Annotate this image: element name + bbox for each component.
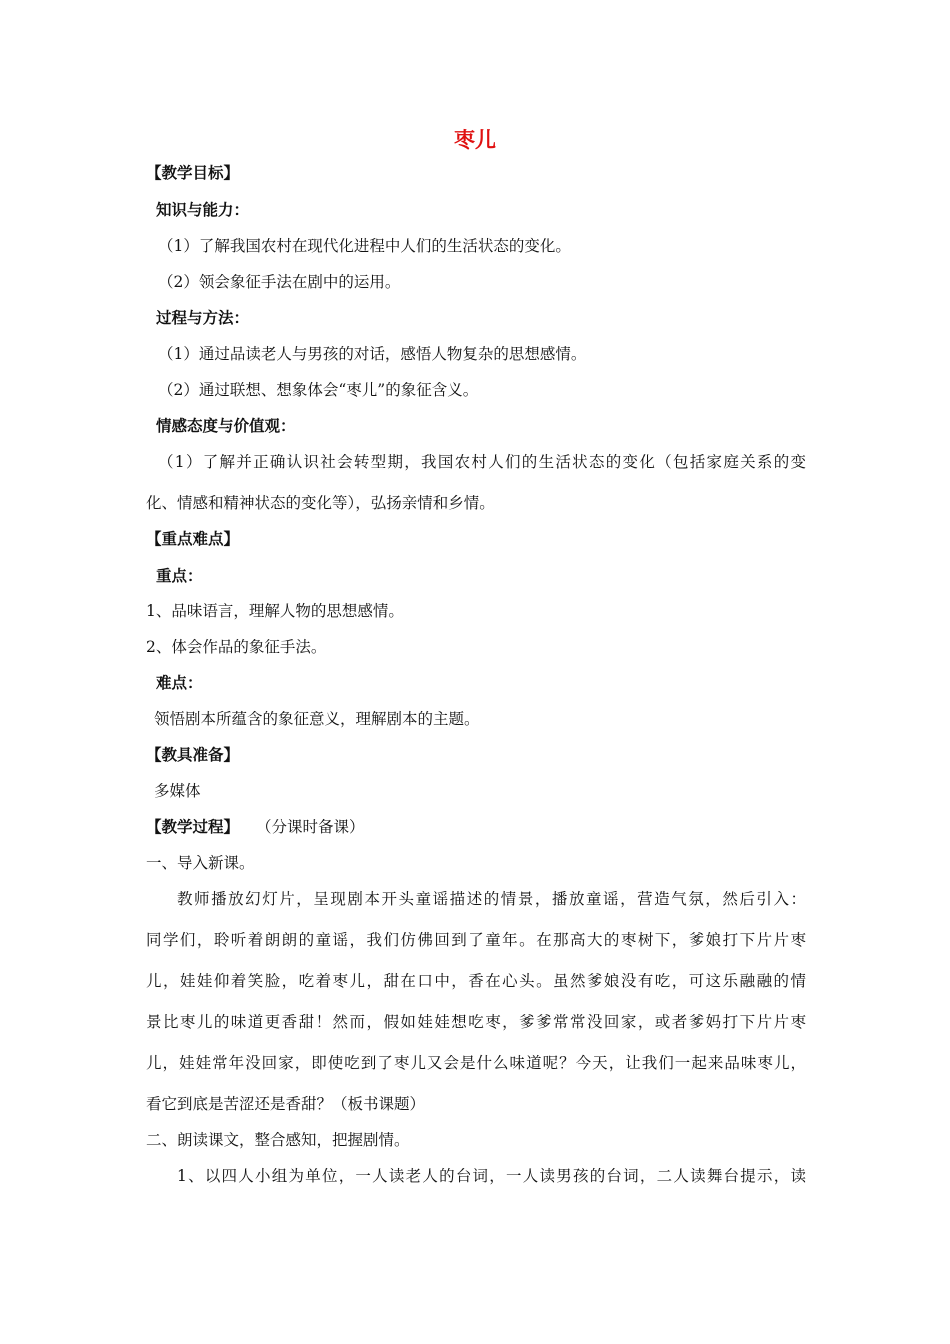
process-method-item: （2）通过联想、想象体会“枣儿”的象征含义。 — [158, 381, 479, 399]
tools-text: 多媒体 — [154, 782, 201, 800]
intro-paragraph-line: 同学们，聆听着朗朗的童谣，我们仿佛回到了童年。在那高大的枣树下，爹娘打下片片枣 — [146, 931, 806, 949]
intro-paragraph-line: 景比枣儿的味道更香甜！然而，假如娃娃想吃枣，爹爹常常没回家，或者爹妈打下片片枣 — [146, 1013, 806, 1031]
process-note: （分课时备课） — [256, 818, 365, 836]
focus-label: 重点： — [156, 567, 203, 585]
step-one: 一、导入新课。 — [146, 854, 255, 872]
difficulty-text: 领悟剧本所蕴含的象征意义，理解剧本的主题。 — [154, 710, 480, 728]
focus-item: 2、体会作品的象征手法。 — [146, 638, 327, 656]
process-method-item: （1）通过品读老人与男孩的对话，感悟人物复杂的思想感情。 — [158, 345, 587, 363]
step-two-item: 1、以四人小组为单位，一人读老人的台词，一人读男孩的台词，二人读舞台提示，读 — [177, 1167, 806, 1185]
knowledge-label: 知识与能力： — [156, 201, 250, 219]
difficulty-label: 难点： — [156, 674, 203, 692]
focus-item: 1、品味语言，理解人物的思想感情。 — [146, 602, 404, 620]
intro-paragraph-line: 儿，娃娃仰着笑脸，吃着枣儿，甜在口中，香在心头。虽然爹娘没有吃，可这乐融融的情 — [146, 972, 806, 990]
intro-paragraph-line: 教师播放幻灯片，呈现剧本开头童谣描述的情景，播放童谣，营造气氛，然后引入： — [177, 890, 806, 908]
emotion-label: 情感态度与价值观： — [156, 417, 296, 435]
intro-paragraph-line: 看它到底是苦涩还是香甜？（板书课题） — [146, 1095, 426, 1113]
objectives-heading: 【教学目标】 — [146, 164, 240, 182]
keypoints-heading: 【重点难点】 — [146, 530, 240, 548]
process-method-label: 过程与方法： — [156, 309, 250, 327]
knowledge-item: （2）领会象征手法在剧中的运用。 — [158, 273, 401, 291]
document-title: 枣儿 — [454, 128, 496, 152]
intro-paragraph-line: 儿，娃娃常年没回家，即使吃到了枣儿又会是什么味道呢？今天，让我们一起来品味枣儿， — [146, 1054, 806, 1072]
emotion-line-2: 化、情感和精神状态的变化等），弘扬亲情和乡情。 — [146, 494, 495, 512]
knowledge-item: （1）了解我国农村在现代化进程中人们的生活状态的变化。 — [158, 237, 571, 255]
process-heading: 【教学过程】 — [146, 818, 240, 836]
emotion-line-1: （1）了解并正确认识社会转型期，我国农村人们的生活状态的变化（包括家庭关系的变 — [158, 453, 806, 471]
tools-heading: 【教具准备】 — [146, 746, 240, 764]
step-two: 二、朗读课文，整合感知，把握剧情。 — [146, 1131, 410, 1149]
